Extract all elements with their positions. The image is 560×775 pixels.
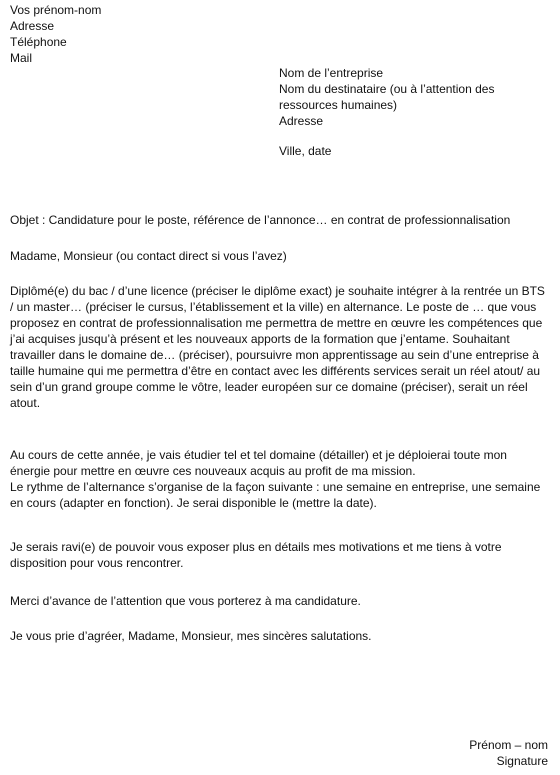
- signature-name: Prénom – nom: [469, 738, 548, 752]
- sender-name: Vos prénom-nom: [10, 3, 102, 17]
- recipient-addressee-line1: Nom du destinataire (ou à l’attention des: [279, 82, 495, 96]
- salutation-text: Madame, Monsieur (ou contact direct si vous l’avez): [10, 249, 287, 263]
- place-date-text: Ville, date: [279, 144, 332, 158]
- recipient-addressee-line2: ressources humaines): [279, 98, 398, 112]
- paragraph-line: proposez en contrat de professionnalisation me permettra de mettre en œuvre les compétences que: [10, 316, 543, 330]
- paragraph-line: Je serais ravi(e) de pouvoir vous exposer plus en détails mes motivations et me tiens à votre: [10, 540, 502, 554]
- sender-mail: Mail: [10, 51, 33, 65]
- signature-block: [469, 737, 548, 769]
- body-paragraph-3: [10, 539, 550, 571]
- paragraph-line: taille humaine qui me permettra d’être en contact avec les différents services serait un réel atout/ au: [10, 364, 541, 378]
- paragraph-line: sein d’un grand groupe comme le vôtre, leader européen sur ce domaine (préciser), serait un réel: [10, 380, 528, 394]
- paragraph-line: Au cours de cette année, je vais étudier tel et tel domaine (détailler) et je déploierai toute mon: [10, 448, 507, 462]
- subject-line: [10, 212, 510, 228]
- paragraph-line: travailler dans le domaine de… (préciser), poursuivre mon apprentissage au sein d’une entreprise à: [10, 348, 539, 362]
- recipient-company: Nom de l’entreprise: [279, 66, 384, 80]
- salutation: [10, 248, 287, 264]
- signature-label: Signature: [496, 754, 548, 768]
- paragraph-line: Merci d’avance de l’attention que vous porterez à ma candidature.: [10, 594, 361, 608]
- body-paragraph-2: [10, 447, 550, 511]
- recipient-address: Adresse: [279, 114, 324, 128]
- sender-block: [10, 2, 101, 66]
- paragraph-line: énergie pour mettre en œuvre ces nouveaux acquis au profit de ma mission.: [10, 464, 416, 478]
- paragraph-line: atout.: [10, 396, 41, 410]
- paragraph-line: disposition pour vous rencontrer.: [10, 556, 184, 570]
- paragraph-line: / un master… (préciser le cursus, l’établissement et la ville) en alternance. Le poste de … que vous: [10, 300, 537, 314]
- sender-phone: Téléphone: [10, 35, 67, 49]
- sender-address: Adresse: [10, 19, 55, 33]
- place-date: [279, 143, 331, 159]
- paragraph-line: Je vous prie d’agréer, Madame, Monsieur, mes sincères salutations.: [10, 629, 372, 643]
- body-paragraph-1: [10, 283, 550, 411]
- body-paragraph-4: [10, 593, 361, 609]
- closing-formula: [10, 628, 372, 644]
- paragraph-line: j’ai acquises jusqu’à présent et les nouveaux apports de la formation que j’entame. Souhaitant: [10, 332, 510, 346]
- subject-text: Objet : Candidature pour le poste, référence de l’annonce… en contrat de professionnalisation: [10, 213, 511, 227]
- paragraph-line: en cours (adapter en fonction). Je serai disponible le (mettre la date).: [10, 496, 377, 510]
- paragraph-line: Le rythme de l’alternance s’organise de la façon suivante : une semaine en entreprise, une semaine: [10, 480, 541, 494]
- paragraph-line: Diplômé(e) du bac / d’une licence (préciser le diplôme exact) je souhaite intégrer à la rentrée un BTS: [10, 284, 545, 298]
- recipient-block: [279, 65, 549, 129]
